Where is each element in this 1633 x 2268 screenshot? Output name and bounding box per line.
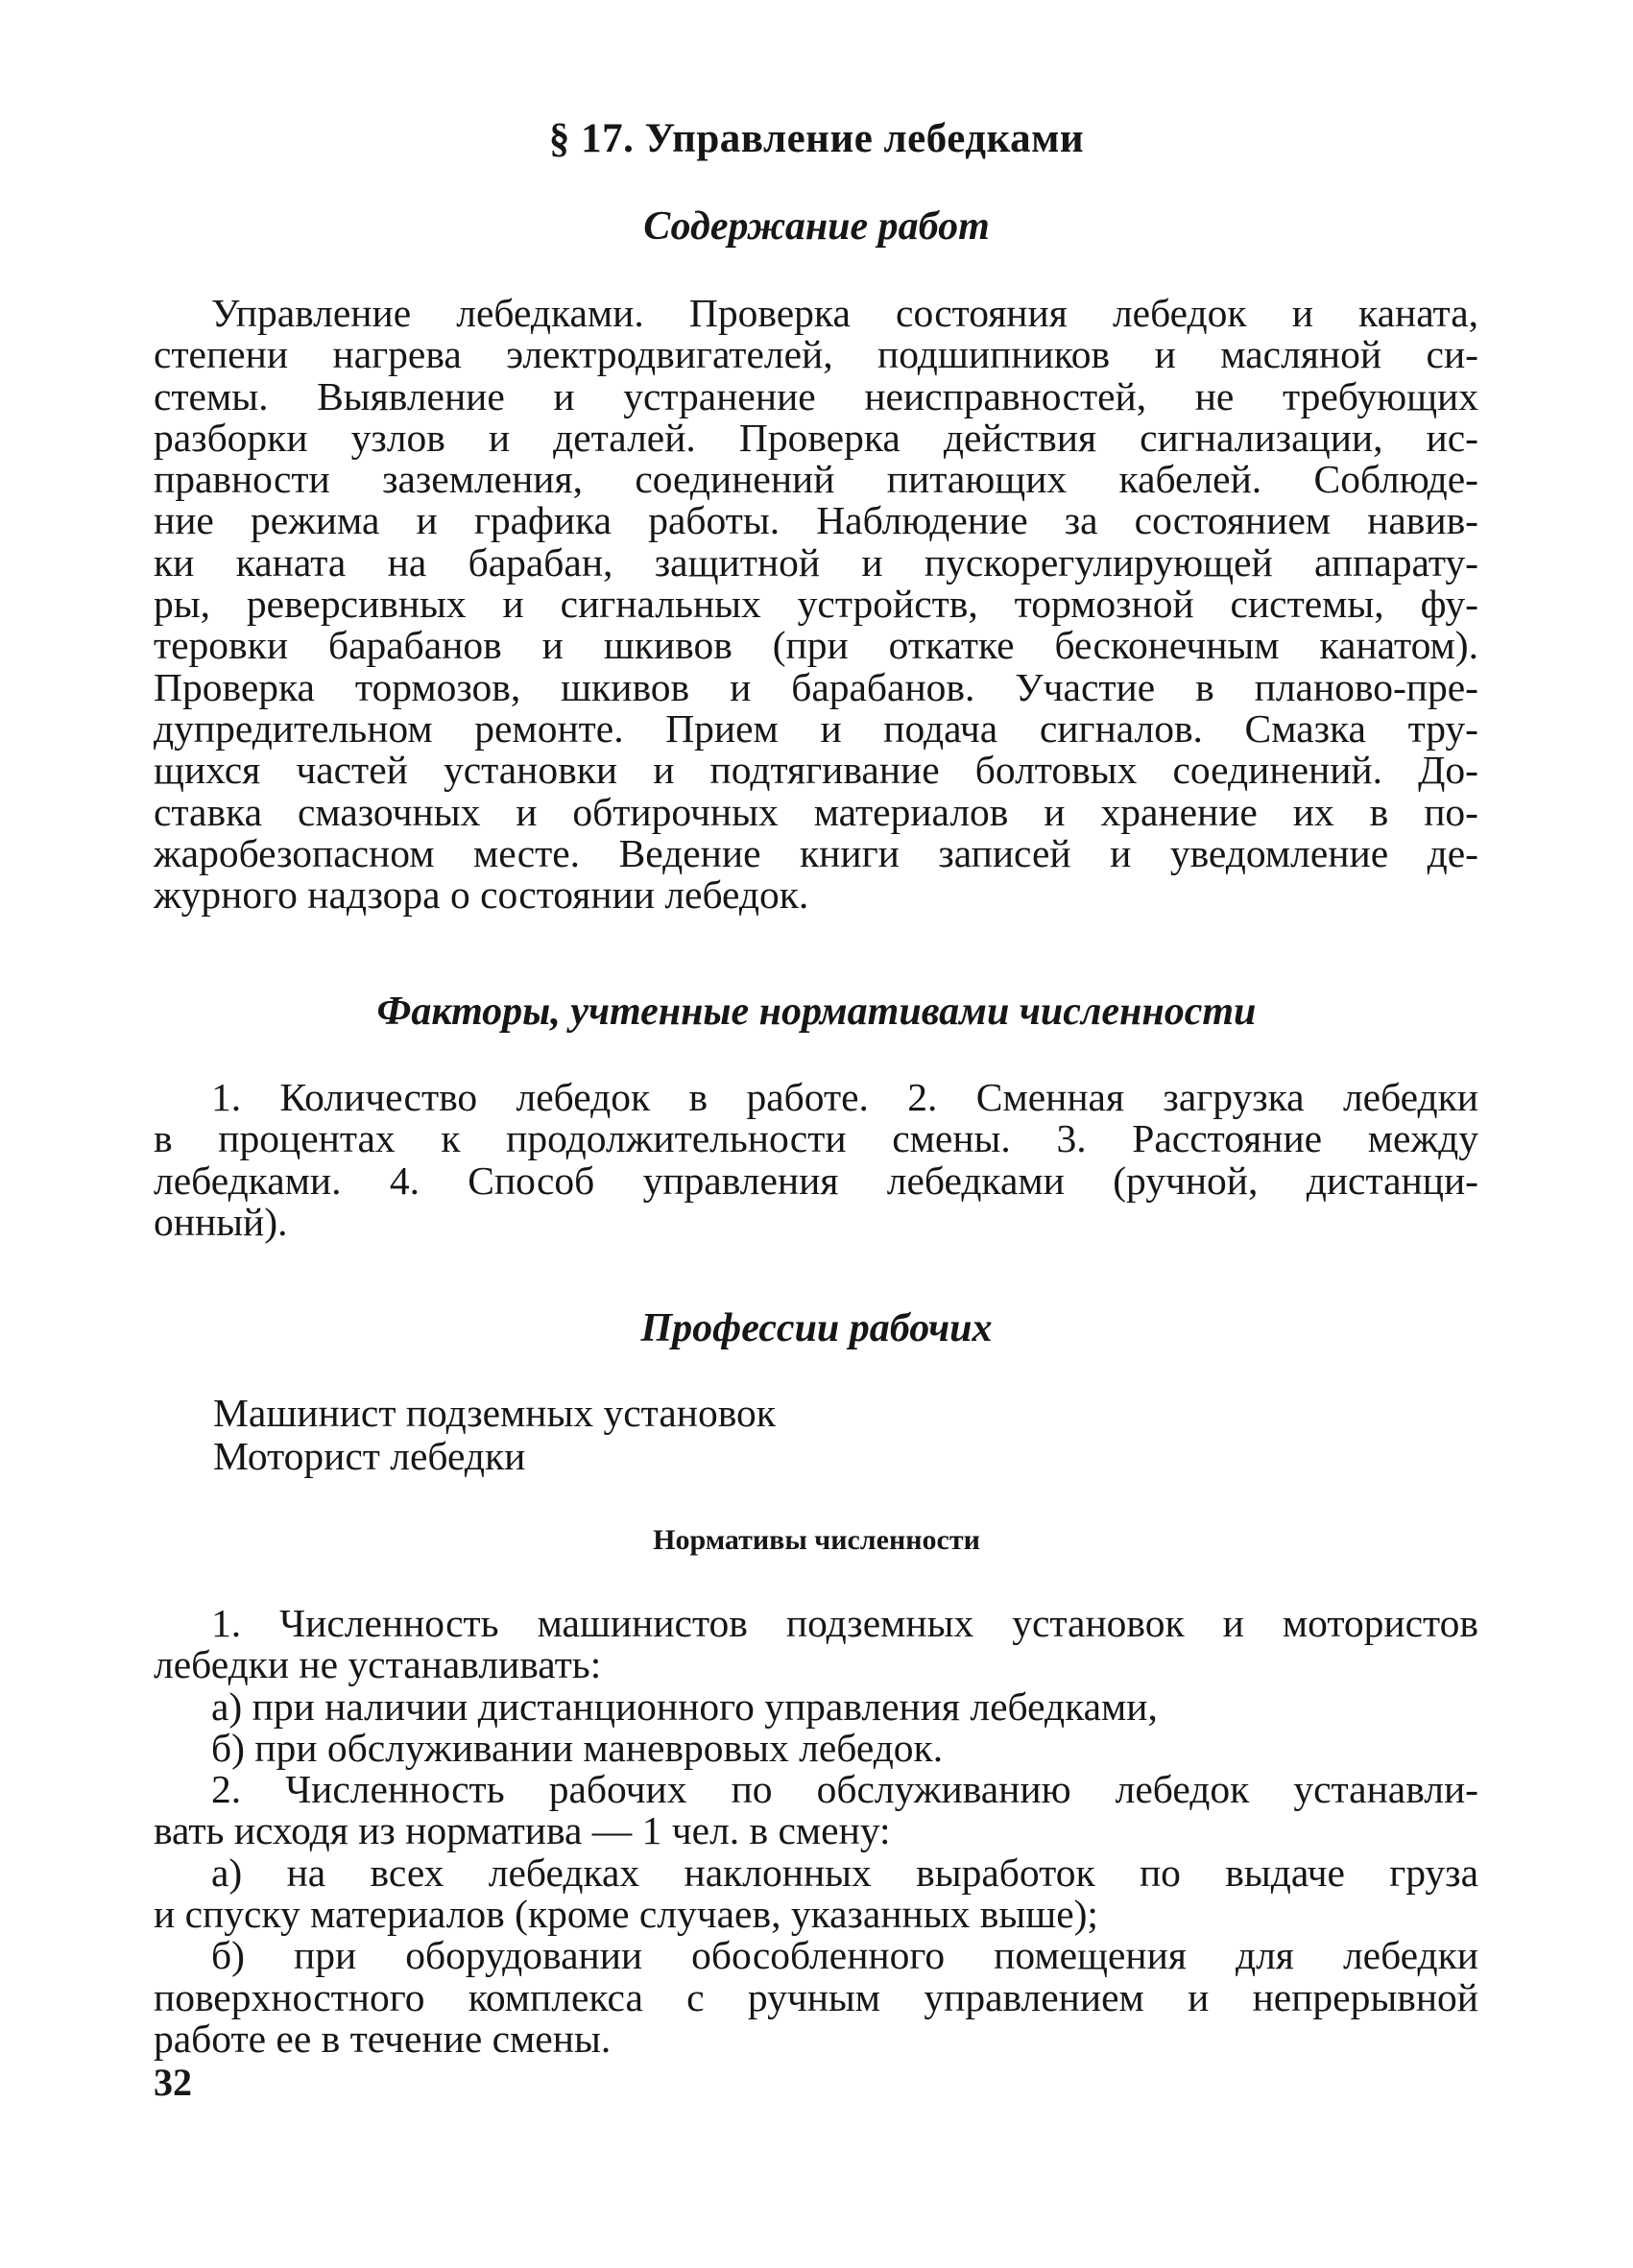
text-line: 1. Численность машинистов подземных установок и мотористов: [211, 1601, 1478, 1645]
list-item: Машинист подземных установок: [213, 1391, 776, 1435]
text-line: б) при оборудовании обособленного помещения для лебедки: [211, 1933, 1478, 1978]
text-line: в процентах к продолжительности смены. 3. Расстояние между: [154, 1116, 1478, 1161]
text-line: ры, реверсивных и сигнальных устройств, тормозной системы, фу-: [154, 582, 1478, 627]
text-line: 2. Численность рабочих по обслуживанию лебедок устанавли-: [211, 1767, 1478, 1812]
text-line: а) на всех лебедках наклонных выработок по выдаче груза: [211, 1850, 1478, 1895]
professions-list: [213, 1392, 776, 1478]
text-line: 1. Количество лебедок в работе. 2. Сменная загрузка лебедки: [211, 1075, 1478, 1119]
text-line: онный).: [154, 1199, 288, 1244]
text-line: теровки барабанов и шкивов (при откатке бесконечным канатом).: [154, 623, 1478, 668]
text-line: дупредительном ремонте. Прием и подача сигналов. Смазка тру-: [154, 705, 1478, 751]
text-line: а) при наличии дистанционного управления лебедками,: [211, 1683, 1158, 1729]
norms-heading: Нормативы численности: [653, 1524, 980, 1556]
text-line: лебедками. 4. Способ управления лебедками (ручной, дистанци-: [154, 1158, 1478, 1203]
text-line: работе ее в течение смены.: [154, 2016, 612, 2061]
content-heading: Содержание работ: [643, 204, 990, 249]
text-line: поверхностного комплекса с ручным управлением и непрерывной: [154, 1974, 1478, 2019]
factors-heading: Факторы, учтенные нормативами численности: [376, 990, 1257, 1034]
content-paragraph: [154, 293, 1478, 916]
text-line: стемы. Выявление и устранение неисправностей, не требующих: [154, 373, 1478, 418]
text-line: лебедки не устанавливать:: [154, 1642, 602, 1687]
text-line: Проверка тормозов, шкивов и барабанов. Участие в планово-пре-: [154, 664, 1478, 709]
text-line: щихся частей установки и подтягивание болтовых соединений. До-: [154, 748, 1478, 793]
norms-paragraph: [154, 1603, 1478, 2060]
text-line: ставка смазочных и обтирочных материалов и хранение их в по-: [154, 789, 1478, 834]
professions-heading: Профессии рабочих: [640, 1306, 993, 1350]
text-line: разборки узлов и деталей. Проверка действия сигнализации, ис-: [154, 415, 1478, 460]
text-line: журного надзора о состоянии лебедок.: [154, 872, 809, 918]
list-item: Моторист лебедки: [213, 1434, 526, 1478]
text-line: ние режима и графика работы. Наблюдение за состоянием навив-: [154, 498, 1478, 543]
text-line: правности заземления, соединений питающих кабелей. Соблюде-: [154, 457, 1478, 502]
text-line: и спуску материалов (кроме случаев, указанных выше);: [154, 1892, 1098, 1937]
text-line: вать исходя из норматива — 1 чел. в смену:: [154, 1808, 891, 1853]
text-line: жаробезопасном месте. Ведение книги записей и уведомление де-: [154, 830, 1478, 875]
page-number: 32: [154, 2061, 192, 2104]
text-line: степени нагрева электродвигателей, подшипников и масляной си-: [154, 332, 1478, 377]
text-line: Управление лебедками. Проверка состояния лебедок и каната,: [211, 291, 1478, 335]
section-title: § 17. Управление лебедками: [548, 116, 1085, 161]
text-line: б) при обслуживании маневровых лебедок.: [211, 1725, 944, 1770]
text-line: ки каната на барабан, защитной и пускорегулирующей аппарату-: [154, 539, 1478, 585]
factors-paragraph: [154, 1077, 1478, 1243]
